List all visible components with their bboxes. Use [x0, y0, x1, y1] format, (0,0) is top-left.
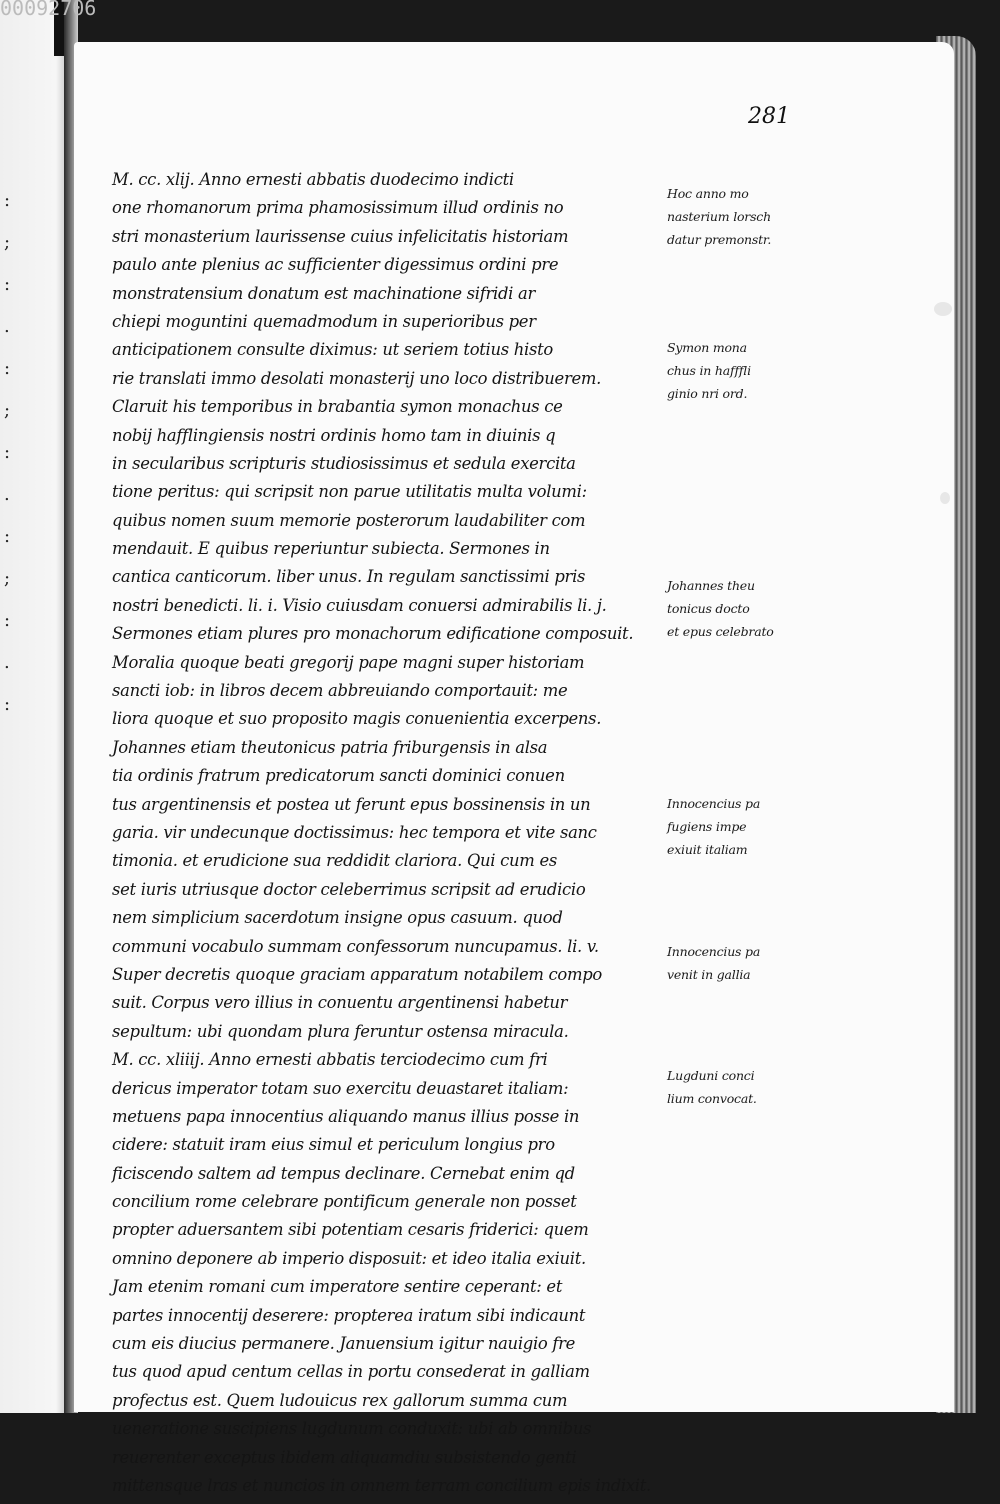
- margin-note-line: ginio nri ord.: [667, 386, 748, 401]
- manuscript-line: partes innocentij deserere: propterea iratum sibi indicaunt: [112, 1305, 586, 1325]
- manuscript-line: communi vocabulo summam confessorum nuncupamus. li. v.: [112, 936, 599, 956]
- manuscript-line: liora quoque et suo proposito magis conuenientia excerpens.: [112, 709, 602, 729]
- manuscript-line: M. cc. xlij. Anno ernesti abbatis duodecimo indicti: [112, 170, 514, 189]
- manuscript-line: ficiscendo saltem ad tempus declinare. Cernebat enim qd: [112, 1163, 575, 1183]
- margin-note-line: et epus celebrato: [667, 624, 774, 639]
- manuscript-line: Claruit his temporibus in brabantia symon monachus ce: [112, 397, 563, 417]
- manuscript-line: garia. vir undecunque doctissimus: hec tempora et vite sanc: [112, 822, 597, 842]
- manuscript-line: nobij hafflingiensis nostri ordinis homo tam in diuinis q: [112, 425, 556, 445]
- margin-note-line: Innocencius pa: [667, 944, 761, 959]
- manuscript-line: paulo ante plenius ac sufficienter digessimus ordini pre: [112, 255, 559, 275]
- scan-id-label: 00092706: [0, 0, 97, 20]
- manuscript-line: suit. Corpus vero illius in conuentu argentinensi habetur: [112, 993, 568, 1013]
- manuscript-line: metuens papa innocentius aliquando manus illius posse in: [112, 1106, 580, 1126]
- manuscript-line: anticipationem consulte diximus: ut seriem totius histo: [112, 340, 553, 360]
- margin-note: [667, 792, 779, 861]
- manuscript-line: propter aduersantem sibi potentiam cesaris friderici: quem: [112, 1220, 589, 1240]
- margin-note-line: nasterium lorsch: [667, 209, 771, 224]
- manuscript-line: sancti iob: in libros decem abbreuiando comportauit: me: [112, 681, 568, 701]
- manuscript-line: M. cc. xliiij. Anno ernesti abbatis terciodecimo cum fri: [112, 1050, 548, 1070]
- page-stain: [940, 492, 950, 504]
- manuscript-line: in secularibus scripturis studiosissimus et sedula exercita: [112, 453, 576, 473]
- manuscript-line: Moralia quoque beati gregorij pape magni super historiam: [112, 652, 585, 672]
- previous-page-edge: [0, 0, 70, 1413]
- margin-note-line: fugiens impe: [667, 819, 747, 834]
- margin-note: [667, 940, 779, 986]
- manuscript-line: rie translati immo desolati monasterij uno loco distribuerem.: [112, 368, 602, 388]
- manuscript-line: nem simplicium sacerdotum insigne opus casuum. quod: [112, 908, 563, 928]
- main-text-block: [112, 170, 651, 1495]
- manuscript-line: cantica canticorum. liber unus. In regulam sanctissimi pris: [112, 567, 586, 587]
- margin-note: [667, 336, 779, 405]
- manuscript-line: ueneratione suscipiens lugdunum conduxit: ubi ab omnibus: [112, 1419, 592, 1439]
- manuscript-line: chiepi moguntini quemadmodum in superioribus per: [112, 311, 536, 331]
- manuscript-line: sepultum: ubi quondam plura feruntur ostensa miracula.: [112, 1021, 569, 1041]
- manuscript-line: timonia. et erudicione sua reddidit clariora. Qui cum es: [112, 851, 557, 871]
- margin-note: [667, 574, 779, 643]
- margin-note-line: Innocencius pa: [667, 796, 761, 811]
- margin-note-line: Johannes theu: [667, 578, 755, 593]
- manuscript-line: concilium rome celebrare pontificum generale non posset: [112, 1192, 577, 1212]
- manuscript-line: tia ordinis fratrum predicatorum sancti dominici conuen: [112, 766, 565, 786]
- manuscript-line: tione peritus: qui scripsit non parue utilitatis multa volumi:: [112, 482, 587, 502]
- margin-note-line: Symon mona: [667, 340, 747, 355]
- margin-note: [667, 182, 779, 251]
- manuscript-line: Super decretis quoque graciam apparatum notabilem compo: [112, 964, 602, 984]
- manuscript-line: omnino deponere ab imperio disposuit: et ideo italia exiuit.: [112, 1248, 586, 1268]
- manuscript-line: monstratensium donatum est machinatione sifridi ar: [112, 283, 536, 303]
- manuscript-line: dericus imperator totam suo exercitu deuastaret italiam:: [112, 1078, 569, 1098]
- manuscript-line: quibus nomen suum memorie posterorum laudabiliter com: [112, 510, 586, 530]
- manuscript-line: cidere: statuit iram eius simul et periculum longius pro: [112, 1135, 555, 1155]
- manuscript-line: tus quod apud centum cellas in portu consederat in galliam: [112, 1362, 590, 1382]
- manuscript-line: mendauit. E quibus reperiuntur subiecta. Sermones in: [112, 539, 550, 559]
- margin-note-line: exiuit italiam: [667, 842, 748, 857]
- manuscript-line: Jam etenim romani cum imperatore sentire ceperant: et: [112, 1277, 563, 1297]
- previous-page-fragments: : ; : . : ; : . : ; : . :: [4, 190, 11, 715]
- manuscript-line: stri monasterium laurissense cuius infelicitatis historiam: [112, 226, 569, 246]
- margin-note-line: tonicus docto: [667, 601, 750, 616]
- margin-note: [667, 1064, 779, 1110]
- manuscript-line: cum eis diucius permanere. Januensium igitur nauigio fre: [112, 1334, 576, 1354]
- manuscript-line: Johannes etiam theutonicus patria friburgensis in alsa: [112, 737, 548, 757]
- margin-note-line: Lugduni conci: [667, 1068, 755, 1083]
- manuscript-line: tus argentinensis et postea ut ferunt epus bossinensis in un: [112, 794, 591, 814]
- manuscript-line: Sermones etiam plures pro monachorum edificatione composuit.: [112, 624, 634, 644]
- margin-note-line: venit in gallia: [667, 967, 751, 982]
- margin-note-line: chus in hafffli: [667, 363, 751, 378]
- manuscript-line: set iuris utriusque doctor celeberrimus scripsit ad erudicio: [112, 879, 586, 899]
- margin-note-line: lium convocat.: [667, 1091, 757, 1106]
- manuscript-line: mittensque lras et nuncios in omnem terram concilium epis indixit.: [112, 1475, 651, 1495]
- manuscript-line: profectus est. Quem ludouicus rex gallorum summa cum: [112, 1390, 568, 1410]
- margin-note-line: datur premonstr.: [667, 232, 772, 247]
- manuscript-line: one rhomanorum prima phamosissimum illud ordinis no: [112, 198, 564, 218]
- page-stain: [934, 302, 952, 316]
- margin-note-line: Hoc anno mo: [667, 186, 749, 201]
- manuscript-line: reuerenter exceptus ibidem aliquamdiu subsistendo genti: [112, 1447, 577, 1467]
- folio-number: 281: [748, 104, 790, 129]
- manuscript-line: nostri benedicti. li. i. Visio cuiusdam conuersi admirabilis li. j.: [112, 595, 607, 615]
